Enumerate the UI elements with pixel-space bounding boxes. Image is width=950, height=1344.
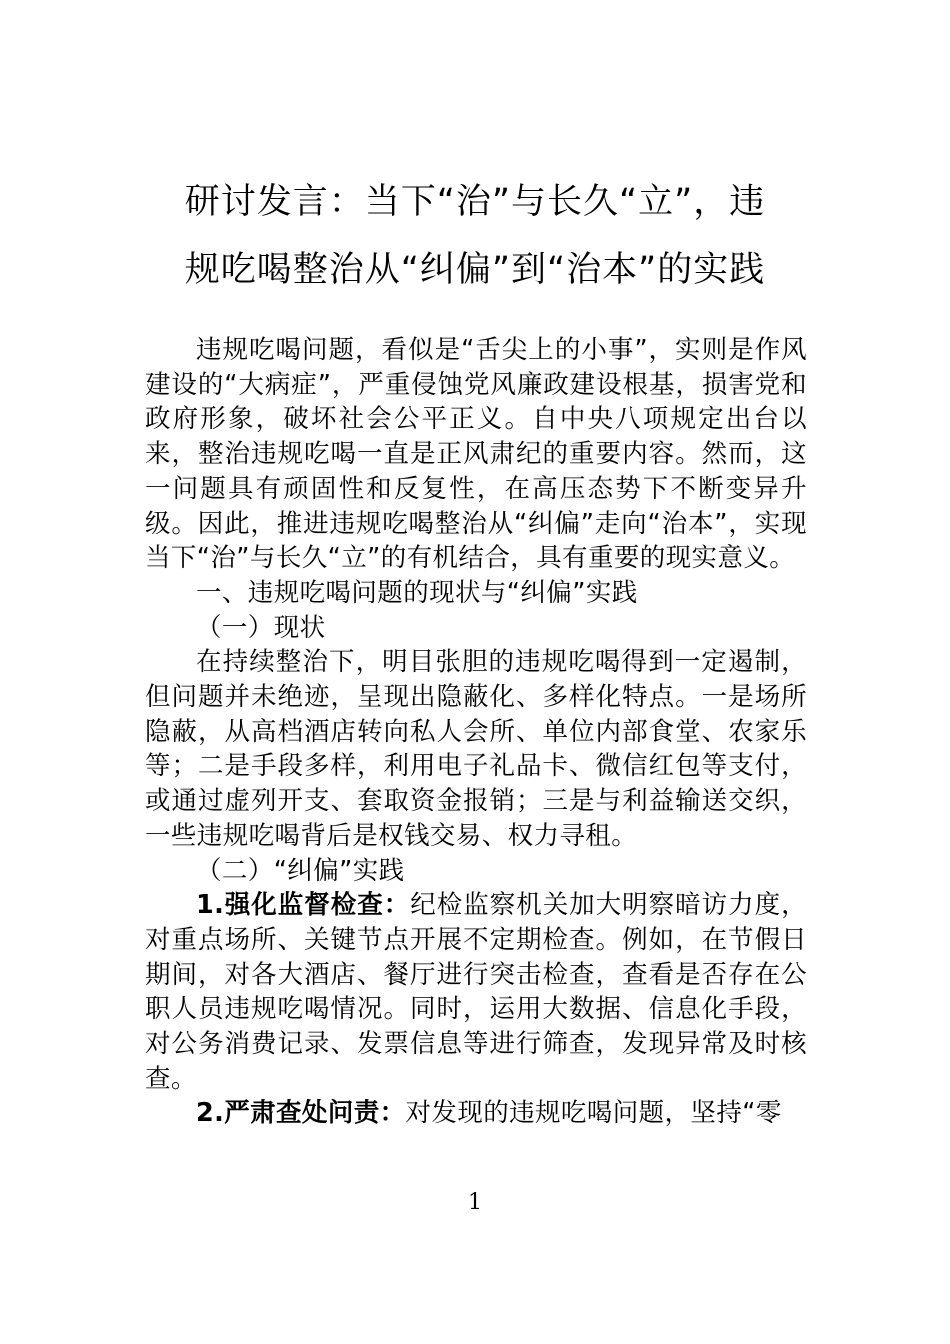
title-line-2: 规吃喝整治从“纠偏”到“治本”的实践 [184, 250, 766, 290]
item-2-text: 对发现的违规吃喝问题，坚持“零 [405, 1098, 782, 1129]
item-2-label: 2.严肃查处问责： [196, 1098, 406, 1129]
item-1-label: 1.强化监督检查： [196, 890, 411, 921]
section-1-heading: 一、违规吃喝问题的现状与“纠偏”实践 [196, 577, 638, 608]
document-title [145, 168, 805, 304]
subsection-1-paragraph: 在持续整治下，明目张胆的违规吃喝得到一定遏制，但问题并未绝迹，呈现出隐蔽化、多样化特点。一是场所隐蔽，从高档酒店转向私人会所、单位内部食堂、农家乐等；二是手段多样，利用电子礼品卡、微信红包等支付，或通过虚列开支、套取资金报销；三是与利益输送交织，一些违规吃喝背后是权钱交易、权力寻租。 [145, 647, 807, 851]
document-body [145, 333, 807, 1131]
item-2-paragraph [145, 1096, 807, 1131]
item-1-paragraph [145, 888, 807, 1096]
page-number: 1 [468, 1190, 482, 1215]
item-1-text: 纪检监察机关加大明察暗访力度，对重点场所、关键节点开展不定期检查。例如，在节假日期间，对各大酒店、餐厅进行突击检查，查看是否存在公职人员违规吃喝情况。同时，运用大数据、信息化手段，对公务消费记录、发票信息等进行筛查，发现异常及时核查。 [145, 890, 807, 1094]
subsection-2-heading: （二）“纠偏”实践 [196, 855, 405, 886]
intro-paragraph: 违规吃喝问题，看似是“舌尖上的小事”，实则是作风建设的“大病症”，严重侵蚀党风廉政建设根基，损害党和政府形象，破坏社会公平正义。自中央八项规定出台以来，整治违规吃喝一直是正风肃纪的重要内容。然而，这一问题具有顽固性和反复性，在高压态势下不断变异升级。因此，推进违规吃喝整治从“纠偏”走向“治本”，实现当下“治”与长久“立”的有机结合，具有重要的现实意义。 [145, 335, 807, 574]
title-line-1: 研讨发言：当下“治”与长久“立”，违 [184, 182, 766, 222]
subsection-1-heading: （一）现状 [196, 612, 326, 643]
